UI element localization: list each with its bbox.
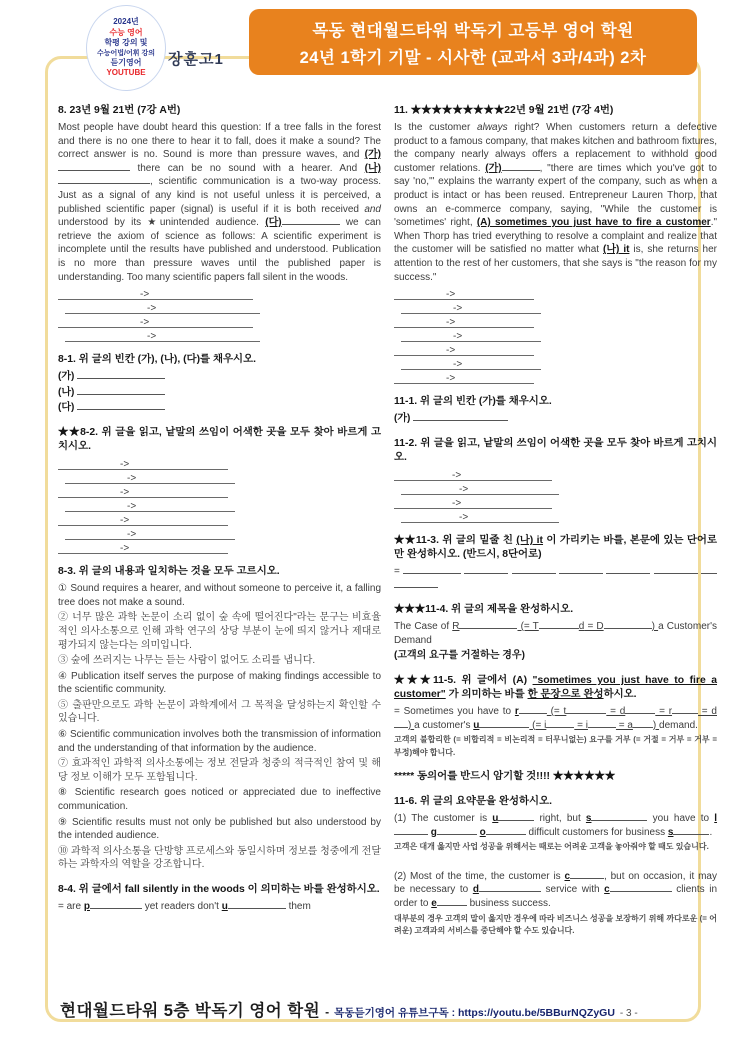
section-heading [394, 104, 717, 118]
blank-line [459, 620, 517, 629]
translation-note [394, 913, 717, 938]
answer-lines [394, 469, 717, 523]
blank-line [701, 565, 717, 574]
blank-line [588, 719, 616, 728]
text-segment: ) [408, 719, 415, 731]
text-segment: ." When Thorp has tried everything to resolve a complaint and realize that the customer will be satisfied no matter what [394, 217, 718, 256]
text-paragraph [58, 699, 381, 726]
text-segment: (다) [58, 402, 78, 414]
text-segment: ⑨ Scientific results must not only be published but also understood by the intended audience. [58, 816, 381, 842]
blank-line [625, 705, 655, 714]
text-segment: ⑥ Scientific communication involves both the transmission of information and the understanding of that information by the audience. [58, 729, 381, 754]
text-segment: e [431, 897, 437, 909]
blank-line [546, 719, 574, 728]
text-paragraph [394, 870, 717, 911]
translation-note [394, 734, 717, 759]
answer-line [65, 330, 260, 342]
text-segment: R [452, 621, 460, 633]
section-heading [394, 795, 717, 809]
text-segment: right, but [534, 813, 586, 825]
blank-line [654, 565, 698, 574]
text-paragraph [58, 900, 381, 914]
text-segment: 8. 23년 9월 21번 (7강 A번) [58, 105, 181, 116]
blank-line [282, 216, 340, 225]
arrow-glyph: -> [452, 497, 462, 509]
section-heading [394, 674, 717, 702]
arrow-glyph: -> [459, 483, 469, 495]
text-segment: ⑩ 과학적 의사소통을 단방향 프로세스와 동일시하며 정보를 청중에게 전달하는 과학자의 역할을 강조합니다. [58, 845, 381, 871]
text-segment: = are [58, 901, 84, 913]
answer-line [58, 514, 228, 526]
arrow-glyph: -> [459, 511, 469, 523]
section-heading [394, 603, 717, 617]
text-segment: (나) it [516, 534, 544, 546]
blank-line [486, 826, 526, 835]
text-segment: ① Sound requires a hearer, and without someone to perceive it, a falling tree does not make a sound. [58, 583, 381, 608]
text-segment: s [585, 813, 592, 825]
arrow-glyph: -> [453, 303, 463, 315]
blank-line [606, 565, 650, 574]
translation-note [394, 841, 717, 853]
text-segment: clients in order to [394, 884, 718, 909]
text-segment: "sometimes you just have to fire a customer" [394, 675, 718, 701]
text-segment: = Sometimes you have to [394, 706, 515, 718]
left-column [58, 104, 381, 941]
answer-lines [58, 288, 381, 342]
text-segment: ③ 숲에 쓰러지는 나무는 듣는 사람이 없어도 소리를 냅니다. [58, 655, 316, 667]
text-segment: ★★★11-5. 위 글에서 (A) [394, 675, 533, 687]
text-paragraph [58, 816, 381, 843]
blank-line [437, 897, 467, 906]
text-paragraph [58, 386, 381, 400]
text-segment: d [578, 621, 585, 633]
text-segment: (= i [529, 719, 547, 731]
blank-line [633, 719, 653, 728]
text-segment: demand. [659, 719, 698, 731]
text-paragraph [58, 728, 381, 755]
text-segment: = d [698, 706, 717, 718]
section-heading [58, 353, 381, 367]
text-segment: 하시오. [603, 689, 637, 701]
answer-line [65, 500, 235, 512]
section-heading [394, 437, 717, 465]
blank-line [519, 705, 547, 714]
blank-line [479, 719, 529, 728]
worksheet-body [58, 104, 718, 941]
text-paragraph [58, 654, 381, 668]
text-paragraph [394, 620, 717, 647]
text-segment: and [364, 203, 381, 215]
text-segment: (= t [546, 706, 567, 718]
blank-line [512, 565, 556, 574]
text-segment: (고객의 요구를 거절하는 경우) [394, 650, 525, 662]
footer-separator: - [325, 1005, 330, 1019]
text-segment: 이 가리키는 바를, 본문에 있는 단어로만 완성하시오. (반드시, 8단어로) [394, 534, 717, 560]
footer-youtube-url: 목동듣기영어 유튜브구독 : https://youtu.be/5BBurNQZyGU [334, 1007, 615, 1019]
text-paragraph [58, 401, 381, 415]
blank-line [394, 719, 408, 728]
text-segment: 11-1. 위 글의 빈칸 (가)를 채우시오. [394, 396, 552, 408]
text-segment: a customer's [414, 719, 474, 731]
blank-line [90, 900, 142, 909]
text-segment: them [285, 901, 311, 913]
answer-line [401, 483, 559, 495]
text-segment: ★★8-2. 위 글을 읽고, 낱말의 쓰임이 어색한 곳을 모두 찾아 바르게 고치시오. [58, 427, 381, 453]
answer-line [65, 302, 260, 314]
text-paragraph [58, 121, 381, 284]
answer-line [394, 372, 534, 384]
logo-line: 수능어법/어휘 강의 [97, 49, 155, 57]
blank-line [464, 565, 508, 574]
section-heading [58, 104, 381, 118]
answer-line [65, 528, 235, 540]
text-segment: = a [615, 719, 633, 731]
text-segment: u [492, 813, 499, 825]
text-segment: a Customer's Demand [394, 621, 717, 646]
page-footer [60, 997, 692, 1021]
blank-line [570, 870, 604, 879]
arrow-glyph: -> [140, 289, 150, 301]
text-segment: ④ Publication itself serves the purpose of making findings accessible to the scientific community. [58, 670, 381, 696]
blank-line [498, 812, 534, 821]
text-paragraph [58, 845, 381, 872]
text-segment: The Case of [394, 621, 453, 633]
arrow-glyph: -> [140, 317, 150, 329]
text-segment: = D [584, 621, 604, 633]
text-paragraph [394, 565, 717, 592]
text-segment: ★★11-3. 위 글의 밑줄 친 [394, 534, 517, 546]
arrow-glyph: -> [446, 373, 456, 385]
blank-line [604, 620, 652, 629]
blank-line [479, 883, 541, 892]
blank-line [413, 412, 508, 421]
footer-academy-name: 현대월드타워 5층 박독기 영어 학원 [60, 1002, 321, 1020]
blank-line [77, 386, 165, 395]
text-segment: ⑤ 출판만으로도 과학 논문이 과학계에서 그 목적을 달성하는지 확인할 수 있습니다. [58, 699, 381, 725]
blank-line [673, 826, 709, 835]
text-paragraph [58, 611, 381, 652]
text-segment: 한 문장으로 완성 [527, 689, 604, 701]
blank-line [77, 370, 165, 379]
answer-line [401, 330, 541, 342]
answer-line [58, 486, 228, 498]
text-segment: (2) Most of the time, the customer is [394, 870, 565, 882]
text-segment: ***** 동의어를 반드시 암기할 것!!!! ★★★★★★ [394, 771, 616, 783]
logo-line: 2024년 [113, 17, 139, 27]
text-segment: g [430, 826, 437, 838]
blank-line [403, 565, 461, 574]
section-heading [58, 565, 381, 579]
section-heading [394, 395, 717, 409]
arrow-glyph: -> [120, 543, 130, 555]
text-segment: (다) [265, 217, 282, 229]
blank-line [394, 826, 428, 835]
answer-line [394, 316, 534, 328]
text-segment: (1) The customer is [394, 813, 493, 825]
text-segment: 11-6. 위 글의 요약문을 완성하시오. [394, 796, 552, 808]
school-label: 장훈고1 [168, 51, 224, 68]
text-segment: 8-4. 위 글에서 fall silently in the woods 이 의미하는 바를 완성하시오. [58, 884, 380, 896]
text-segment: , "there are times which you've got to say 'no,'" explains the warranty expert of the company, such as when a product is intact or has been reused. Entrepreneur Lauren Thorp, that owns an e-commerce company, saying, "While the customer is 'sometimes' right, [394, 162, 717, 229]
answer-lines [58, 458, 381, 554]
logo-line: 듣기영어 [110, 57, 142, 67]
text-segment: ⑦ 효과적인 과학적 의사소통에는 정보 전달과 청중의 적극적인 참여 및 해당 정보 이해가 모두 포함됩니다. [58, 758, 381, 783]
spacer [394, 858, 717, 870]
arrow-glyph: -> [147, 303, 157, 315]
text-segment: (가) [364, 149, 381, 161]
text-segment: ) [651, 621, 659, 633]
text-segment: u [221, 901, 228, 913]
text-segment: business success. [466, 897, 551, 909]
text-segment: service with [540, 884, 605, 896]
answer-lines [394, 288, 717, 384]
section-heading [58, 426, 381, 454]
text-segment: (가) [394, 413, 414, 425]
text-segment: ★★★11-4. 위 글의 제목을 완성하시오. [394, 604, 574, 616]
logo-lines [97, 17, 155, 78]
answer-line [401, 511, 559, 523]
blank-line [58, 175, 150, 184]
logo-line: 수능 영어 [109, 27, 143, 37]
text-segment: we can retrieve the axiom of science as follows: A scientific experiment is incomplete until the results have published and understood. Publication is no more than pressure waves until the published paper is understanding. Too many scientific papers fall silent in the woods. [58, 217, 381, 283]
right-column [394, 104, 717, 941]
text-paragraph [394, 412, 717, 426]
text-segment: (가) [58, 371, 78, 383]
arrow-glyph: -> [120, 459, 130, 471]
arrow-glyph: -> [446, 289, 456, 301]
text-segment: = [394, 566, 404, 577]
page-number: - 3 - [619, 1008, 638, 1019]
text-segment: = i [574, 719, 588, 731]
arrow-glyph: -> [127, 529, 137, 541]
text-segment: p [83, 901, 90, 913]
arrow-glyph: -> [147, 331, 157, 343]
logo-line: 학평 강의 및 [104, 38, 148, 48]
text-segment: , but on occasion, it may be necessary to [394, 870, 717, 896]
text-segment: you have to [647, 813, 715, 825]
arrow-glyph: -> [120, 487, 130, 499]
text-paragraph [58, 786, 381, 813]
academy-banner [249, 9, 697, 75]
blank-line [566, 705, 606, 714]
text-segment: (= T [517, 621, 539, 633]
text-segment: ) [652, 719, 660, 731]
text-segment: 8-1. 위 글의 빈칸 (가), (나), (다)를 채우시오. [58, 354, 257, 366]
blank-line [610, 883, 672, 892]
text-segment: d [472, 884, 479, 896]
text-segment: (나) [58, 386, 78, 398]
text-segment: , scientific communication is a two-way process. Just as a signal of any kind is not useful unless it is perceived, a published scientific paper (signal) is useful if it is both received [58, 176, 381, 215]
arrow-glyph: -> [452, 469, 462, 481]
text-paragraph [394, 705, 717, 732]
text-segment: 11-2. 위 글을 읽고, 낱말의 쓰임이 어색한 곳을 모두 찾아 바르게 고치시오. [394, 437, 717, 463]
text-paragraph [394, 121, 717, 284]
text-segment: yet readers don't [141, 901, 222, 913]
answer-line [65, 472, 235, 484]
answer-line [394, 497, 552, 509]
section-heading [394, 770, 717, 784]
answer-line [58, 288, 253, 300]
youtube-logo-badge [86, 5, 166, 91]
text-segment: . [709, 826, 713, 838]
text-paragraph [394, 649, 717, 663]
arrow-glyph: -> [453, 331, 463, 343]
blank-line [58, 162, 130, 171]
blank-line [672, 705, 698, 714]
banner-line-1: 목동 현대월드타워 박독기 고등부 영어 학원 [312, 21, 634, 40]
text-segment: ② 너무 많은 과학 논문이 소리 없이 숲 속에 떨어진다"라는 문구는 비효율적인 의사소통으로 인해 과학 연구의 상당 부분이 눈에 띄지 않거나 제대로 평가되지 않는다는 의미입니다. [58, 612, 381, 651]
text-segment: = r [655, 706, 673, 718]
text-paragraph [58, 757, 381, 784]
text-segment: o [479, 826, 486, 838]
text-segment: ⑧ Scientific research goes noticed or appreciated due to ineffective communication. [58, 787, 381, 813]
arrow-glyph: -> [127, 501, 137, 513]
text-segment: 고객은 대개 옳지만 사업 성공을 위해서는 때로는 어려운 고객을 놓아줘야 할 때도 있습니다. [394, 842, 709, 852]
blank-line [437, 826, 477, 835]
arrow-glyph: -> [127, 473, 137, 485]
answer-line [58, 542, 228, 554]
answer-line [58, 458, 228, 470]
text-segment: Is the customer [394, 122, 478, 134]
text-segment: 고객의 불합리한 (= 비합리적 = 비논리적 = 터무니없는) 요구를 거부 (= 거절 = 거부 = 거부 = 부정)해야 합니다. [394, 735, 717, 757]
answer-line [394, 288, 534, 300]
text-segment: there can be no sound with a hearer. And [130, 162, 365, 174]
logo-line: YOUTUBE [106, 68, 146, 78]
blank-line [591, 812, 647, 821]
arrow-glyph: -> [446, 345, 456, 357]
blank-line [394, 579, 438, 588]
answer-line [401, 358, 541, 370]
text-segment: c [564, 870, 571, 882]
text-paragraph [58, 582, 381, 609]
arrow-glyph: -> [120, 515, 130, 527]
text-segment: (나) it [603, 244, 630, 256]
text-segment: = d [606, 706, 626, 718]
text-segment: 8-3. 위 글의 내용과 일치하는 것을 모두 고르시오. [58, 566, 280, 578]
text-segment: always [477, 122, 508, 134]
answer-line [58, 316, 253, 328]
arrow-glyph: -> [453, 359, 463, 371]
blank-line [77, 401, 165, 410]
text-segment: 대부분의 경우 고객의 말이 옳지만 경우에 따라 비즈니스 성공을 보장하기 위해 까다로운 (= 어려운) 고객과의 서비스를 중단해야 할 수도 있습니다. [394, 913, 717, 935]
answer-line [394, 469, 552, 481]
answer-line [401, 302, 541, 314]
text-segment: Most people have doubt heard this question: If a tree falls in the forest and there is no one there to hear it to fall, does it make a sound? The correct answer is no. Sound is more than pressure waves, and [58, 122, 381, 161]
text-segment: (나) [364, 162, 381, 174]
text-segment: right? When customers return a defective product to a famous company, that makes kitchen and bathroom fixtures, the company nearly always offers a replacement to withhold good customer relations. [394, 122, 718, 174]
text-segment: understood by its ★unintended audience. [58, 217, 266, 229]
blank-line [559, 565, 603, 574]
banner-line-2: 24년 1학기 기말 - 시사한 (교과서 3과/4과) 2차 [299, 48, 647, 67]
text-paragraph [58, 370, 381, 384]
section-heading [394, 534, 717, 562]
text-segment: difficult customers for business [525, 826, 668, 838]
blank-line [539, 620, 579, 629]
answer-line [394, 344, 534, 356]
blank-line [502, 162, 540, 171]
text-paragraph [58, 670, 381, 697]
text-segment: s [667, 826, 674, 838]
text-segment: is, she returns her attention to the rest of her customers, that she says is "the reason for my success." [394, 244, 717, 283]
text-segment: l [714, 813, 718, 825]
text-segment: u [473, 719, 480, 731]
blank-line [228, 900, 286, 909]
text-segment: 11. ★★★★★★★★★22년 9월 21번 (7강 4번) [394, 105, 614, 116]
text-segment: 가 의미하는 바를 [445, 689, 528, 701]
text-segment: (가) [485, 162, 502, 174]
section-heading [58, 883, 381, 897]
text-segment: c [604, 884, 610, 896]
text-paragraph [394, 812, 717, 839]
arrow-glyph: -> [446, 317, 456, 329]
text-segment: r [514, 706, 519, 718]
text-segment: (A) sometimes you just have to fire a customer [476, 217, 711, 229]
